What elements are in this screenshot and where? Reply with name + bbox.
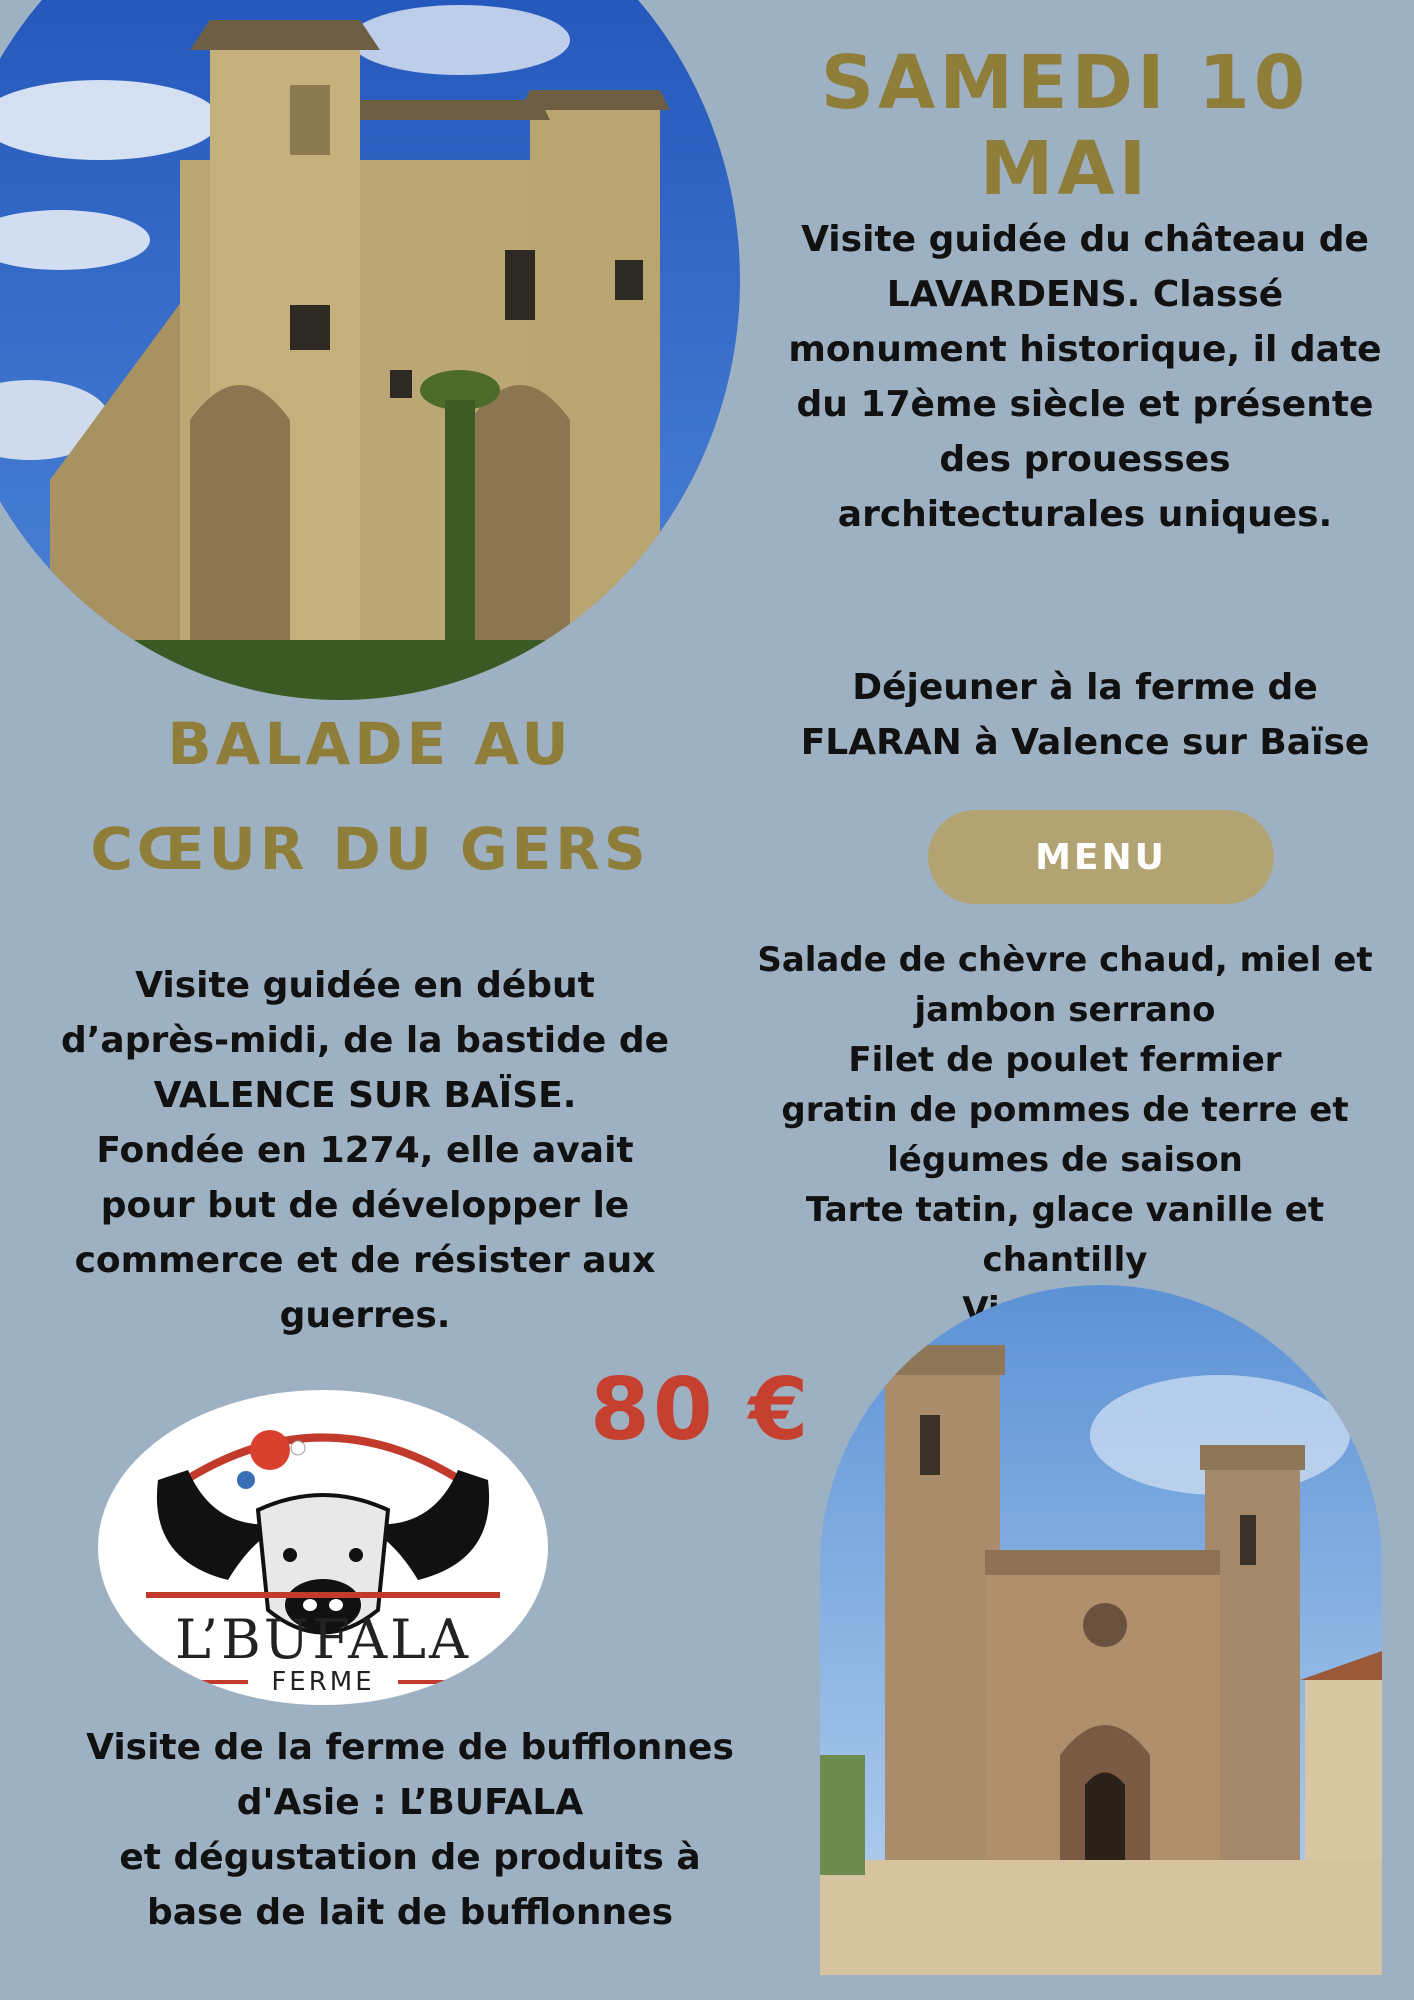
text-line: FLARAN à Valence sur Baïse: [800, 722, 1370, 763]
text-line: commerce et de résister aux: [74, 1240, 656, 1281]
page-title-line1: BALADE AU: [167, 710, 573, 778]
text-line: Visite de la ferme de bufflonnes: [86, 1727, 734, 1768]
text-line: d’après-midi, de la bastide de: [60, 1020, 670, 1061]
text-line: monument historique, il date: [788, 329, 1382, 370]
text-line: pour but de développer le: [100, 1185, 630, 1226]
text-line: VALENCE SUR BAÏSE.: [153, 1075, 577, 1116]
text-line: du 17ème siècle et présente: [796, 384, 1374, 425]
text-line: d'Asie : L’BUFALA: [236, 1782, 584, 1823]
text-line: guerres.: [279, 1295, 451, 1336]
bastide-description: [40, 958, 690, 1343]
bufala-logo: [98, 1390, 548, 1705]
text-line: et dégustation de produits à: [119, 1837, 701, 1878]
chateau-photo: [0, 0, 740, 700]
text-line: LAVARDENS. Classé: [886, 274, 1284, 315]
farm-description: [50, 1720, 770, 1940]
page-title-line2: CŒUR DU GERS: [90, 815, 650, 883]
lunch-description: [775, 660, 1395, 770]
menu-item: légumes de saison: [887, 1140, 1243, 1180]
menu-list: [725, 935, 1405, 1335]
menu-item: Salade de chèvre chaud, miel et: [757, 940, 1373, 980]
text-line: Fondée en 1274, elle avait: [96, 1130, 634, 1171]
date-heading: SAMEDI 10 MAI: [820, 40, 1310, 212]
text-line: architecturales uniques.: [837, 494, 1333, 535]
text-line: Visite guidée en début: [135, 965, 595, 1006]
menu-item: jambon serrano: [914, 990, 1216, 1030]
menu-item: Filet de poulet fermier: [848, 1040, 1282, 1080]
text-line: des prouesses: [939, 439, 1231, 480]
menu-badge: MENU: [928, 810, 1274, 904]
price-label: 80 €: [590, 1360, 812, 1460]
text-line: Déjeuner à la ferme de: [852, 667, 1318, 708]
chateau-description: [775, 212, 1395, 542]
text-line: base de lait de bufflonnes: [146, 1892, 673, 1933]
menu-item: Tarte tatin, glace vanille et chantilly: [805, 1190, 1325, 1280]
menu-item: gratin de pommes de terre et: [781, 1090, 1349, 1130]
text-line: Visite guidée du château de: [801, 219, 1369, 260]
logo-name: L’BUFALA: [175, 1608, 471, 1671]
logo-subtitle: FERME: [271, 1667, 375, 1697]
church-photo: [820, 1285, 1382, 1975]
